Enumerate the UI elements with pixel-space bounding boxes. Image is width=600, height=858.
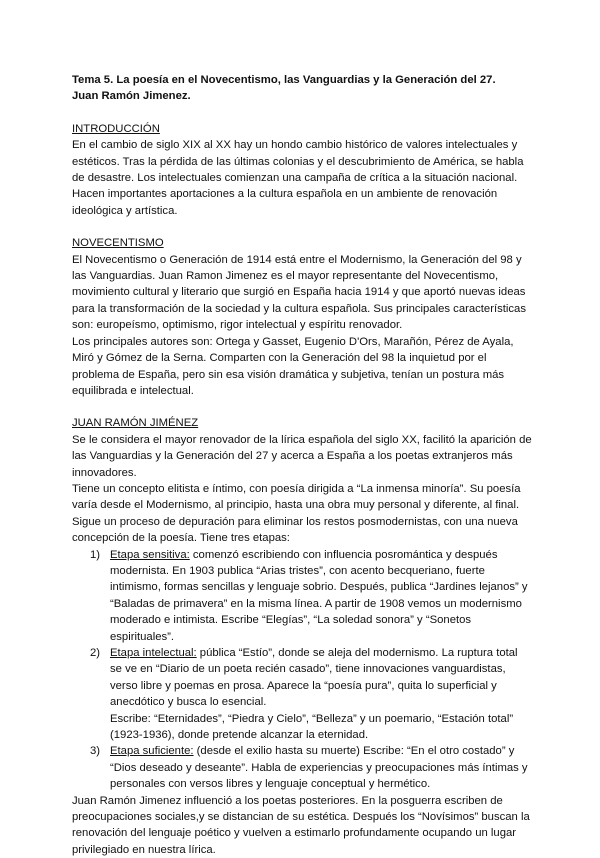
title-line-1: Tema 5. La poesía en el Novecentismo, las Vanguardias y la Generación del 27. — [72, 74, 496, 86]
title-line-2: Juan Ramón Jimenez. — [72, 90, 191, 103]
section-heading-introduccion: INTRODUCCIÓN — [72, 122, 160, 135]
list-item — [72, 645, 532, 743]
list-number: 2) — [90, 647, 101, 659]
document-title — [72, 72, 532, 105]
etapa-name: Etapa sensitiva: — [110, 548, 190, 561]
jrj-paragraph-1: Se le considera el mayor renovador de la lírica española del siglo XX, facilitó la aparición de las Vanguardias y la Generación del 27 y acerca a España a los poetas extranjeros más innovadores. — [72, 433, 532, 479]
etapa-text: (desde el exilio hasta su muerte) Escribe: “En el otro costado” y “Dios deseado y deseante”. Habla de experiencias y preocupaciones más íntimas y personales con versos libres y lenguaje conceptual y hermético. — [110, 745, 528, 791]
etapa-name: Etapa intelectual: — [110, 647, 197, 659]
etapa-text: comenzó escribiendo con influencia posromántica y después modernista. En 1903 publica “Arias tristes”, con acento becqueriano, fuerte intimismo, formas sencillas y lenguaje sobrio. Después, publica “Jardines lejanos” y “Baladas de primavera” en la misma línea. A partir de 1908 vemos un modernismo moderado e intimista. Escribe “Elegías”, “La soledad sonora” y “Sonetos espirituales”. — [110, 548, 528, 643]
list-number: 3) — [90, 745, 101, 758]
list-number: 1) — [90, 548, 101, 561]
etapa-extra: Escribe: “Eternidades”, “Piedra y Cielo”, “Belleza” y un poemario, “Estación total” (1923-1936), donde pretende alcanzar la eternidad. — [110, 712, 514, 742]
section-heading-novecentismo: NOVECENTISMO — [72, 237, 164, 250]
intro-paragraph: En el cambio de siglo XIX al XX hay un hondo cambio histórico de valores intelectuales y estéticos. Tras la pérdida de las últimas colonias y el descubrimiento de América, se habla de desastre. Los intelectuales comienzan una campaña de crítica a la situación nacional. Hacen importantes aportaciones a la cultura española en un ambiente de renovación ideológica y artística. — [72, 139, 524, 217]
list-item — [72, 743, 532, 792]
document-page — [72, 72, 532, 858]
etapas-list — [72, 547, 532, 793]
section-heading-jrj: JUAN RAMÓN JIMÉNEZ — [72, 417, 199, 430]
jrj-paragraph-3: Juan Ramón Jimenez influenció a los poetas posteriores. En la posguerra escriben de preocupaciones sociales,y se distancian de su estética. Después los “Novísimos” buscan la renovación del lenguaje poético y vuelven a estimarlo profundamente ocupando un lugar privilegiado en nuestra lírica. — [72, 794, 530, 856]
etapa-text: pública “Estío”, donde se aleja del modernismo. La ruptura total se ve en “Diario de un poeta recién casado”, tiene innovaciones vanguardistas, verso libre y poemas en prosa. Aparece la “poesía pura”, quita lo superficial y anecdótico y busca lo esencial. — [110, 647, 518, 709]
novecentismo-paragraph-2: Los principales autores son: Ortega y Gasset, Eugenio D'Ors, Marañón, Pérez de Ayala, Miró y Gómez de la Serna. Comparten con la Generación del 98 la inquietud por el problema de España, pero sin esa visión dramática y subjetiva, tenían un postura más equilibrada e intelectual. — [72, 335, 514, 397]
novecentismo-paragraph-1: El Novecentismo o Generación de 1914 está entre el Modernismo, la Generación del 98 y las Vanguardias. Juan Ramon Jimenez es el mayor representante del Novecentismo, movimiento cultural y literario que surgió en España hacia 1914 y que aportó nuevas ideas para la transformación de la sociedad y la cultura española. Sus principales características son: europeísmo, optimismo, rigor intelectual y espíritu renovador. — [72, 253, 526, 332]
list-item — [72, 547, 532, 645]
jrj-paragraph-2: Tiene un concepto elitista e íntimo, con poesía dirigida a “La inmensa minoría”. Su poesía varía desde el Modernismo, al principio, hasta una obra muy personal y diferente, al final. Sigue un proceso de depuración para eliminar los restos posmodernistas, con una nueva concepción de la poesía. Tiene tres etapas: — [72, 482, 521, 545]
etapa-name: Etapa suficiente: — [110, 745, 194, 758]
